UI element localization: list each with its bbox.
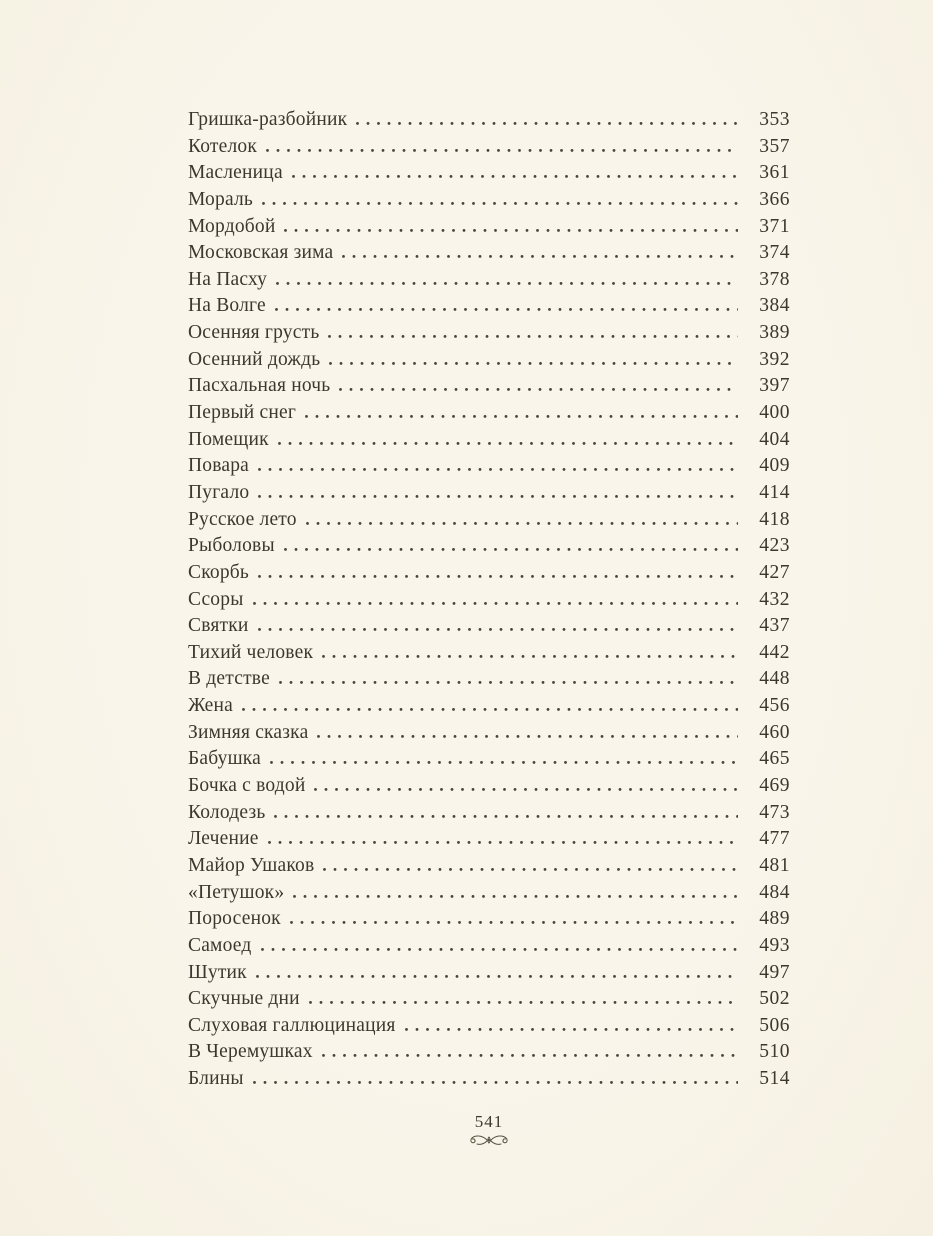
toc-entry [188,347,790,374]
dot-leader [284,548,738,551]
dot-leader [258,575,738,578]
toc-entry-page-number: 514 [759,1068,790,1090]
toc-entry-page-number: 361 [759,162,790,184]
page-number: 541 [474,1112,504,1131]
toc-entry-page-number: 484 [759,881,790,903]
dot-leader [305,415,738,418]
dot-leader [322,655,738,658]
dot-leader [258,495,738,498]
toc-entry-title: Зимняя сказка [188,721,309,743]
toc-entry-title: Мордобой [188,215,276,237]
toc-entry-title: Тихий человек [188,641,314,663]
toc-entry [188,214,790,241]
toc-entry [188,773,790,800]
dot-leader [258,628,738,631]
toc-entry-title: Рыболовы [188,535,275,557]
toc-entry-title: Первый снег [188,402,297,424]
toc-entry-title: Самоед [188,934,252,956]
toc-entry [188,853,790,880]
toc-entry-title: Гришка-разбойник [188,109,348,130]
toc-entry [188,480,790,507]
toc-entry-page-number: 374 [759,242,790,264]
dot-leader [356,122,738,125]
toc-entry-page-number: 473 [759,801,790,823]
toc-entry-title: Колодезь [188,801,266,823]
toc-entry-page-number: 442 [759,641,790,663]
toc-entry [188,160,790,187]
toc-entry-title: Мораль [188,188,254,210]
dot-leader [342,255,738,258]
toc-entry [188,400,790,427]
toc-entry-page-number: 448 [759,668,790,690]
toc-entry-page-number: 465 [759,748,790,770]
toc-entry-title: Помещик [188,428,269,450]
dot-leader [253,602,738,605]
toc-entry-page-number: 409 [759,455,790,477]
dot-leader [405,1028,738,1031]
toc-entry-page-number: 506 [759,1014,790,1036]
toc-entry-title: Майор Ушаков [188,854,315,876]
toc-list [188,107,790,1093]
toc-entry [188,666,790,693]
toc-entry-title: Ссоры [188,588,244,610]
toc-entry [188,134,790,161]
dot-leader [279,681,738,684]
dot-leader [258,468,738,471]
toc-entry-title: В Черемушках [188,1041,313,1063]
toc-entry [188,1013,790,1040]
toc-entry-page-number: 418 [759,508,790,530]
dot-leader [317,735,738,738]
toc-entry-page-number: 378 [759,268,790,290]
toc-entry-title: Шутик [188,961,247,983]
toc-entry-title: Бочка с водой [188,775,306,797]
toc-entry [188,187,790,214]
table-of-contents [188,107,790,1093]
toc-entry [188,453,790,480]
toc-entry-page-number: 437 [759,615,790,637]
toc-entry-title: Повара [188,455,250,477]
toc-entry [188,107,790,134]
toc-entry [188,933,790,960]
toc-entry [188,560,790,587]
toc-entry-page-number: 510 [759,1041,790,1063]
toc-entry-page-number: 456 [759,695,790,717]
toc-entry-title: Скорбь [188,561,250,583]
toc-entry-page-number: 502 [759,988,790,1010]
dot-leader [276,282,738,285]
toc-entry-page-number: 389 [759,322,790,344]
dot-leader [290,921,738,924]
toc-entry [188,320,790,347]
dot-leader [329,362,738,365]
toc-entry-page-number: 397 [759,375,790,397]
toc-entry-page-number: 460 [759,721,790,743]
toc-entry [188,533,790,560]
toc-entry [188,746,790,773]
toc-entry-page-number: 497 [759,961,790,983]
toc-entry-title: Лечение [188,828,259,850]
page-footer [188,1112,790,1147]
dot-leader [253,1081,738,1084]
toc-entry-title: Осенняя грусть [188,322,320,344]
toc-entry [188,373,790,400]
dot-leader [292,175,738,178]
toc-entry-page-number: 427 [759,561,790,583]
toc-entry [188,880,790,907]
dot-leader [256,975,738,978]
toc-entry-page-number: 392 [759,348,790,370]
dot-leader [261,948,738,951]
dot-leader [278,442,738,445]
toc-entry [188,293,790,320]
dot-leader [306,522,738,525]
toc-entry-title: Масленица [188,162,283,184]
dot-leader [284,229,738,232]
toc-entry [188,640,790,667]
toc-entry-title: Пасхальная ночь [188,375,331,397]
toc-entry-page-number: 481 [759,854,790,876]
toc-entry-page-number: 489 [759,908,790,930]
toc-entry [188,693,790,720]
toc-entry-title: На Волге [188,295,266,317]
dot-leader [274,815,738,818]
dot-leader [262,202,738,205]
toc-entry [188,267,790,294]
dot-leader [339,388,738,391]
toc-entry-title: Русское лето [188,508,297,530]
dot-leader [268,841,738,844]
toc-entry-page-number: 414 [759,481,790,503]
toc-entry-page-number: 384 [759,295,790,317]
dot-leader [266,149,738,152]
toc-entry [188,960,790,987]
toc-entry-title: Котелок [188,135,258,157]
dot-leader [242,708,738,711]
toc-entry-title: Пугало [188,481,250,503]
floral-flourish-icon [188,1133,790,1147]
toc-entry-page-number: 477 [759,828,790,850]
dot-leader [314,788,738,791]
toc-entry [188,613,790,640]
toc-entry-page-number: 404 [759,428,790,450]
toc-entry [188,427,790,454]
dot-leader [270,761,738,764]
toc-entry-title: Жена [188,695,234,717]
toc-entry [188,906,790,933]
toc-entry [188,1066,790,1093]
dot-leader [328,335,738,338]
toc-entry-page-number: 353 [759,109,790,130]
toc-entry-title: В детстве [188,668,270,690]
toc-entry-page-number: 366 [759,188,790,210]
toc-entry-title: Слуховая галлюцинация [188,1014,396,1036]
toc-entry-title: На Пасху [188,268,268,290]
toc-entry-title: Святки [188,615,249,637]
toc-entry-page-number: 432 [759,588,790,610]
dot-leader [322,1054,738,1057]
toc-entry-title: Бабушка [188,748,262,770]
toc-entry-page-number: 423 [759,535,790,557]
toc-entry [188,507,790,534]
toc-entry-title: Скучные дни [188,988,300,1010]
toc-entry-title: «Петушок» [188,881,285,903]
toc-entry-page-number: 400 [759,402,790,424]
toc-entry [188,826,790,853]
toc-entry [188,986,790,1013]
toc-entry-page-number: 493 [759,934,790,956]
toc-entry-page-number: 469 [759,775,790,797]
dot-leader [323,868,738,871]
dot-leader [275,308,738,311]
toc-entry-title: Поросенок [188,908,281,930]
dot-leader [309,1001,738,1004]
toc-entry-title: Московская зима [188,242,334,264]
toc-entry [188,240,790,267]
toc-entry-title: Блины [188,1068,244,1090]
toc-entry [188,587,790,614]
toc-entry-page-number: 371 [759,215,790,237]
dot-leader [293,895,738,898]
toc-entry-page-number: 357 [759,135,790,157]
toc-entry-title: Осенний дождь [188,348,321,370]
toc-entry [188,1039,790,1066]
toc-entry [188,720,790,747]
toc-entry [188,800,790,827]
